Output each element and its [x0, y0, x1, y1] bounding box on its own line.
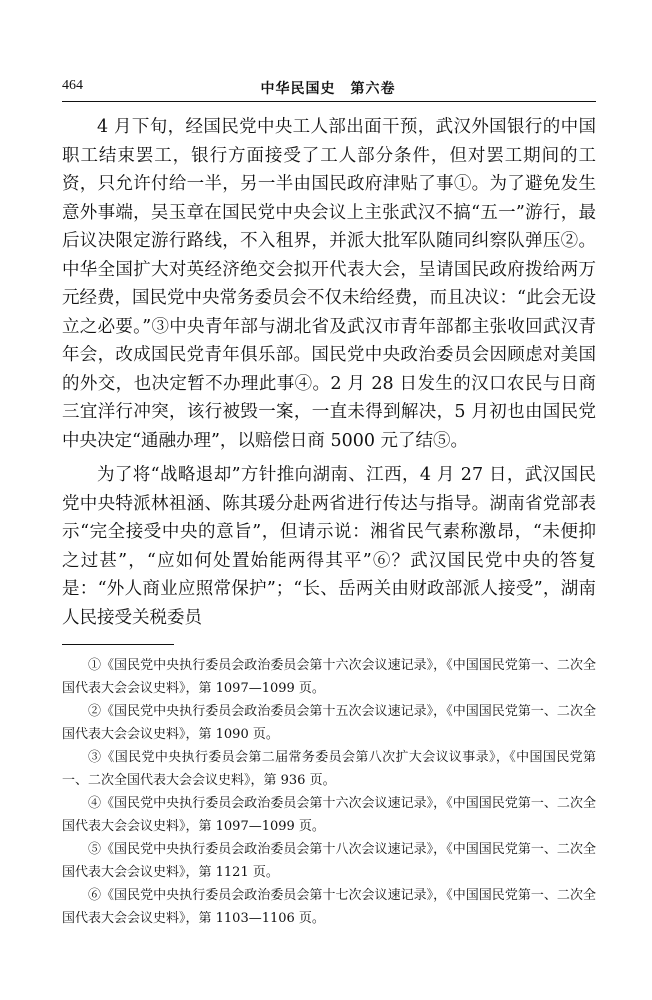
main-text — [62, 113, 596, 632]
footnote: ①《国民党中央执行委员会政治委员会第十六次会议速记录》，《中国国民党第一、二次全国代表大会会议史料》，第 1097—1099 页。 — [62, 658, 596, 696]
page-header — [62, 78, 594, 100]
header-rule — [62, 101, 596, 102]
footnote: ④《国民党中央执行委员会政治委员会第十六次会议速记录》，《中国国民党第一、二次全国代表大会会议史料》，第 1097—1099 页。 — [62, 796, 596, 834]
footnote-rule — [62, 644, 174, 645]
footnote: ⑤《国民党中央执行委员会政治委员会第十八次会议速记录》，《中国国民党第一、二次全国代表大会会议史料》，第 1121 页。 — [62, 842, 596, 880]
footnotes — [62, 654, 596, 930]
paragraph: 为了将“战略退却”方针推向湖南、江西，4 月 27 日，武汉国民党中央特派林祖涵、陈其瑗分赴两省进行传达与指导。湖南省党部表示“完全接受中央的意旨”，但请示说：湘省民气素称激昂，“未便抑之过甚”，“应如何处置始能两得其平”⑥？武汉国民党中央的答复是：“外人商业应照常保护”；“长、岳两关由财政部派人接受”，湖南人民接受关税委员 — [62, 465, 596, 628]
page-number: 464 — [62, 78, 83, 93]
footnote: ②《国民党中央执行委员会政治委员会第十五次会议速记录》，《中国国民党第一、二次全国代表大会会议史料》，第 1090 页。 — [62, 704, 596, 742]
running-title: 中华民国史 第六卷 — [260, 81, 396, 97]
footnote: ⑥《国民党中央执行委员会政治委员会第十七次会议速记录》，《中国国民党第一、二次全国代表大会会议史料》，第 1103—1106 页。 — [62, 888, 596, 926]
paragraph: 4 月下旬，经国民党中央工人部出面干预，武汉外国银行的中国职工结束罢工，银行方面接受了工人部分条件，但对罢工期间的工资，只允许付给一半，另一半由国民政府津贴了事①。为了避免发生意外事端，吴玉章在国民党中央会议上主张武汉不搞“五一”游行，最后议决限定游行路线，不入租界，并派大批军队随同纠察队弹压②。中华全国扩大对英经济绝交会拟开代表大会，呈请国民政府拨给两万元经费，国民党中央常务委员会不仅未给经费，而且决议：“此会无设立之必要。”③中央青年部与湖北省及武汉市青年部都主张收回武汉青年会，改成国民党青年俱乐部。国民党中央政治委员会因顾虑对美国的外交，也决定暂不办理此事④。2 月 28 日发生的汉口农民与日商三宜洋行冲突，该行被毁一案，一直未得到解决，5 月初也由国民党中央决定“通融办理”，以赔偿日商 5000 元了结⑤。 — [62, 117, 596, 451]
footnote: ③《国民党中央执行委员会第二届常务委员会第八次扩大会议议事录》，《中国国民党第一、二次全国代表大会会议史料》，第 936 页。 — [62, 750, 596, 788]
